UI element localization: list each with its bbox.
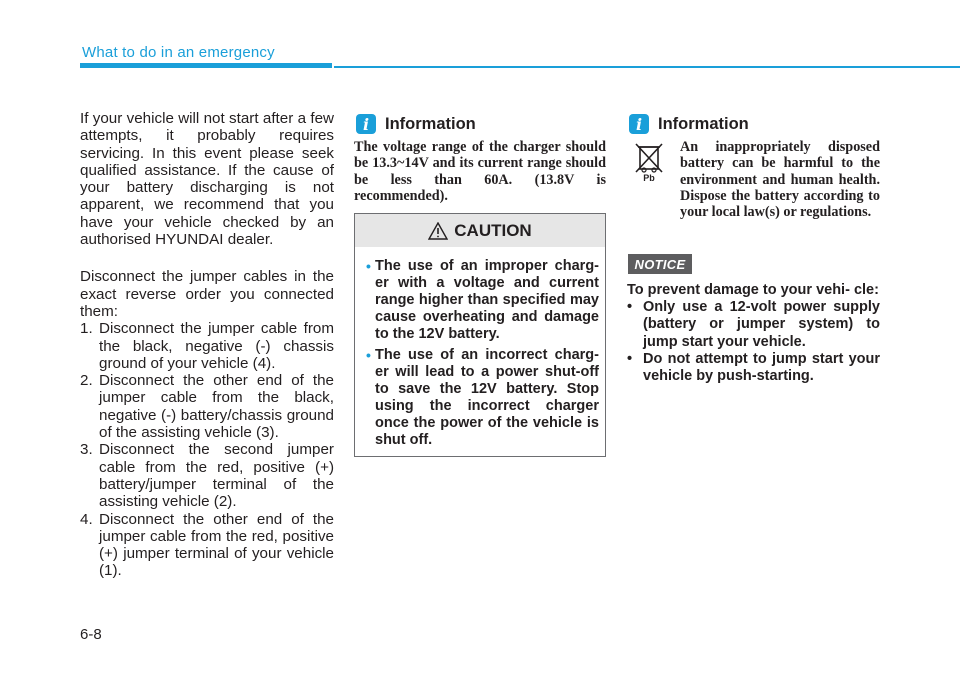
notice-intro: To prevent damage to your vehi- cle: — [627, 282, 879, 298]
intro-paragraph: If your vehicle will not start after a few attempts, it probably requires servicing. In this event please seek qualified assistance. If the cause of your battery discharging is not apparent, we recommend that you have your vehicle checked by an authorised HYUNDAI dealer. — [80, 110, 334, 249]
info-icon: i — [629, 114, 649, 134]
list-item: 1. Disconnect the jumper cable from the black, negative (-) chassis ground of your vehicle (4). — [80, 320, 334, 372]
caution-label: CAUTION — [454, 220, 532, 240]
list-item: 3. Disconnect the second jumper cable from the red, positive (+) battery/jumper terminal of the assisting vehicle (2). — [80, 441, 334, 511]
info-label: Information — [385, 114, 476, 133]
header-rule-thin — [334, 66, 960, 68]
list-item: • The use of an improper charg- er with a voltage and current range higher than specified may cause overheating and damage to the 12V battery. — [366, 258, 599, 342]
notice-text — [627, 282, 880, 385]
pb-symbol-label: Pb — [643, 173, 655, 183]
warning-triangle-icon — [428, 222, 448, 240]
bullet-icon: • — [627, 299, 633, 316]
info-icon: i — [356, 114, 376, 134]
list-item: • The use of an incorrect charg- er will lead to a power shut-off to save the 12V battery. Stop using the incorrect charger once the power of the vehicle is shut off. — [366, 347, 599, 448]
bullet-icon: • — [627, 350, 633, 367]
charger-voltage-info: The voltage range of the charger should be 13.3~14V and its current range should be less than 60A. (13.8V is recommended). — [354, 139, 606, 204]
bullet-icon: • — [366, 258, 371, 274]
caution-list — [355, 247, 605, 449]
info-heading-middle — [356, 114, 476, 134]
list-item: • Do not attempt to jump start your vehicle by push-starting. — [627, 350, 880, 385]
info-heading-right — [629, 114, 749, 134]
info-label: Information — [658, 114, 749, 133]
list-item: • Only use a 12-volt power supply (battery or jumper system) to jump start your vehicle. — [627, 299, 880, 350]
left-column — [80, 110, 334, 580]
caution-header — [355, 214, 605, 247]
notice-badge: NOTICE — [628, 254, 692, 274]
disconnect-paragraph: Disconnect the jumper cables in the exact reverse order you connected them: — [80, 268, 334, 320]
steps-list — [80, 320, 334, 579]
battery-disposal-icon — [628, 141, 670, 183]
header-rule-thick — [80, 63, 332, 68]
notice-list — [627, 299, 880, 385]
bullet-icon: • — [366, 347, 371, 363]
caution-box — [354, 213, 606, 457]
page-number: 6-8 — [80, 626, 102, 643]
section-title: What to do in an emergency — [82, 44, 275, 61]
list-item: 2. Disconnect the other end of the jumper cable from the black, negative (-) battery/chassis ground of the assisting vehicle (3). — [80, 372, 334, 442]
battery-disposal-info: An inappropriately disposed battery can be harmful to the environment and human health. Dispose the battery according to your local law(s) or regulations. — [680, 139, 880, 221]
list-item: 4. Disconnect the other end of the jumper cable from the red, positive (+) jumper terminal of your vehicle (1). — [80, 510, 334, 580]
